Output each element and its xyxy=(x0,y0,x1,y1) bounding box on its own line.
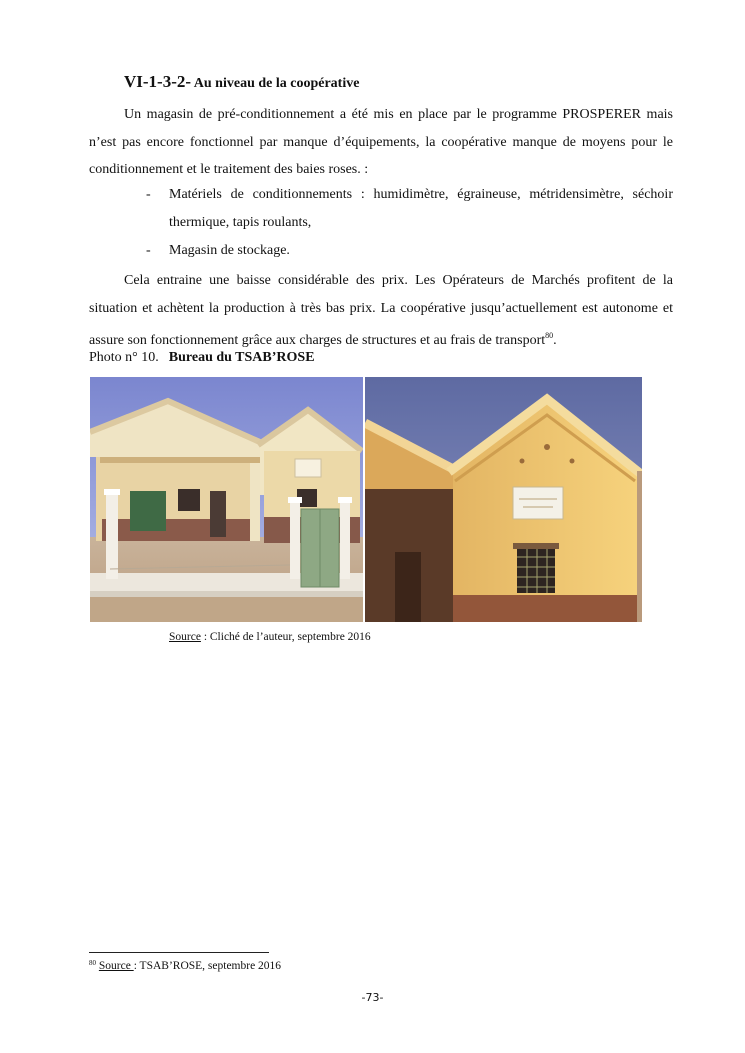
section-number: VI-1-3-2- xyxy=(124,72,192,91)
bullet-marker: - xyxy=(146,243,151,258)
photo-office-front xyxy=(90,377,363,622)
bullet-text: Magasin de stockage. xyxy=(169,243,290,258)
footnote-number: 80 xyxy=(89,959,96,967)
paragraph-2-text: Cela entraine une baisse considérable des prix. Les Opérateurs de Marchés profitent de la situation et achètent la production à très bas prix. La coopérative jusqu’actuellement est autonome et assure son fonctionnement grâce aux charges de structures et au frais de transport xyxy=(89,273,673,348)
paragraph-2-end: . xyxy=(553,333,557,348)
footnote-divider xyxy=(89,952,269,953)
section-heading xyxy=(124,72,359,92)
paragraph-1 xyxy=(89,101,673,184)
photo-caption-label: Photo n° 10. xyxy=(89,350,159,365)
paragraph-1-text: Un magasin de pré-conditionnement a été mis en place par le programme PROSPERER mais n’est pas encore fonctionnel par manque d’équipements, la coopérative manque de moyens pour le conditionnement et le traitement des baies roses. : xyxy=(89,107,673,177)
bullet-item-2 xyxy=(146,237,673,265)
footnote-reference[interactable]: 80 xyxy=(545,331,554,340)
source-text: : Cliché de l’auteur, septembre 2016 xyxy=(200,631,371,643)
photo-pair xyxy=(90,377,642,622)
footnote-label: Source xyxy=(98,960,134,972)
bullet-item-1 xyxy=(146,181,673,236)
page-number: -73- xyxy=(361,991,384,1004)
photo-caption-title: Bureau du TSAB’ROSE xyxy=(168,350,315,365)
photo-source xyxy=(169,631,371,643)
bullet-marker: - xyxy=(146,187,151,202)
bullet-text: Matériels de conditionnements : humidimètre, égraineuse, métridensimètre, séchoir thermique, tapis roulants, xyxy=(169,187,673,230)
photo-office-side xyxy=(365,377,642,622)
section-title: Au niveau de la coopérative xyxy=(193,76,360,91)
paragraph-2 xyxy=(89,267,673,355)
source-label: Source xyxy=(169,631,201,643)
footnote xyxy=(89,959,281,972)
photo-caption xyxy=(89,350,315,366)
footnote-text: : TSAB’ROSE, septembre 2016 xyxy=(133,960,282,972)
